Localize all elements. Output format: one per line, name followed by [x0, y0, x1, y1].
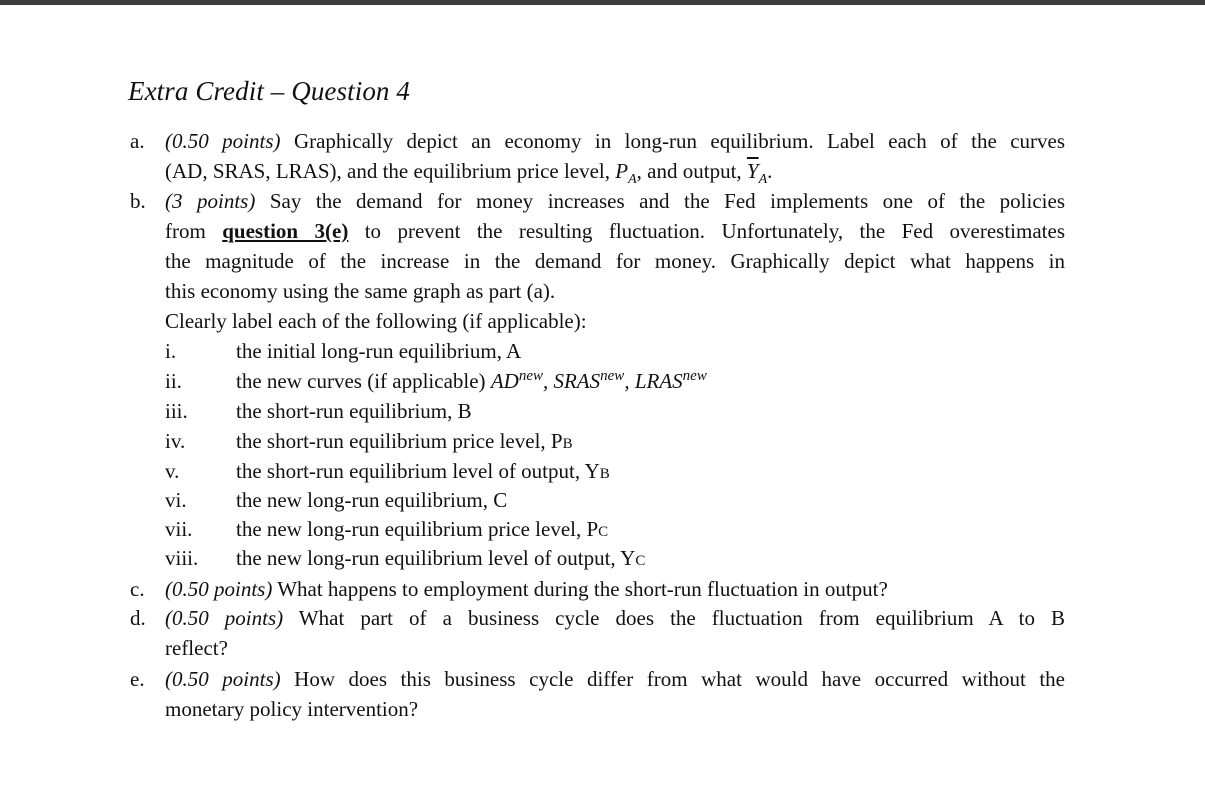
curve-superscript: new [518, 368, 543, 384]
curve-name: AD [490, 369, 519, 393]
part-b-line-1 [165, 189, 1065, 214]
item-text-lead: the new long-run equilibrium level of output, Y [236, 546, 636, 570]
part-b-line-3: the magnitude of the increase in the demand for money. Graphically depict what happens in [165, 249, 1065, 273]
part-b-points: (3 points) [165, 189, 256, 213]
part-d-points: (0.50 points) [165, 606, 284, 630]
part-c-text: What happens to employment during the short-run fluctuation in output? [272, 577, 888, 601]
item-text [236, 546, 645, 571]
part-b-text-2: from [165, 219, 223, 243]
item-num: vii. [165, 517, 193, 541]
part-a-line-1 [165, 129, 1065, 154]
item-num: iii. [165, 399, 188, 423]
price-level-symbol: P [615, 159, 629, 183]
part-a-line-2 [165, 159, 772, 188]
item-num: i. [165, 339, 177, 363]
item-text-lead: the new curves (if applicable) [236, 369, 491, 393]
item-num: v. [165, 459, 180, 483]
item-text [236, 517, 608, 542]
part-a-letter: a. [130, 129, 145, 153]
item-text [236, 369, 707, 394]
item-text [236, 459, 610, 484]
item-text: the initial long-run equilibrium, A [236, 339, 522, 363]
part-c-points: (0.50 points) [165, 577, 273, 601]
part-a-text-4: . [767, 159, 773, 183]
output-subscript: A [758, 172, 768, 188]
item-num: vi. [165, 488, 187, 512]
part-b-text-1: Say the demand for money increases and the Fed implements one of the policies [255, 189, 1065, 213]
curve-superscript: new [682, 368, 707, 384]
item-small-cap: B [562, 436, 573, 452]
curve-separator: , [624, 369, 635, 393]
part-b-line-2 [165, 219, 1065, 244]
output-symbol: $\overline{Y}$ [746, 159, 759, 183]
item-text-lead: the new long-run equilibrium price level, P [236, 517, 599, 541]
part-e-text-1: How does this business cycle differ from what would have occurred without the [280, 667, 1066, 691]
curve-name: SRAS [553, 369, 601, 393]
part-b-text-3: to prevent the resulting fluctuation. Unfortunately, the Fed overestimates [348, 219, 1065, 243]
part-a-text-3: , and output, [636, 159, 747, 183]
part-a-text-1: Graphically depict an economy in long-run equilibrium. Label each of the curves [280, 129, 1065, 153]
part-e-letter: e. [130, 667, 145, 691]
item-text: the new long-run equilibrium, C [236, 488, 508, 512]
item-text [236, 429, 573, 454]
question-title: Extra Credit – Question 4 [128, 76, 410, 106]
part-d-line-1 [165, 606, 1065, 631]
item-num: iv. [165, 429, 186, 453]
item-small-cap: B [599, 466, 610, 482]
part-b-line-4: this economy using the same graph as part (a). [165, 279, 556, 303]
curve-superscript: new [600, 368, 625, 384]
part-d-line-2: reflect? [165, 636, 228, 660]
curve-name: LRAS [634, 369, 683, 393]
question-3e-link[interactable]: question 3(e) [222, 219, 349, 243]
part-a-points: (0.50 points) [165, 129, 281, 153]
item-text: the short-run equilibrium, B [236, 399, 472, 423]
part-e-line-2: monetary policy intervention? [165, 697, 419, 721]
part-b-letter: b. [130, 189, 146, 213]
part-b-line-5: Clearly label each of the following (if applicable): [165, 309, 587, 333]
item-small-cap: C [598, 524, 609, 540]
item-small-cap: C [635, 553, 646, 569]
item-num: viii. [165, 546, 199, 570]
part-c-line-1 [165, 577, 888, 602]
item-text-lead: the short-run equilibrium price level, P [236, 429, 563, 453]
part-e-points: (0.50 points) [165, 667, 281, 691]
part-a-text-2: (AD, SRAS, LRAS), and the equilibrium price level, [165, 159, 616, 183]
part-d-letter: d. [130, 606, 146, 630]
price-level-subscript: A [628, 172, 637, 188]
curve-separator: , [542, 369, 554, 393]
item-text-lead: the short-run equilibrium level of output, Y [236, 459, 600, 483]
part-e-line-1 [165, 667, 1065, 692]
part-d-text-1: What part of a business cycle does the fluctuation from equilibrium A to B [283, 606, 1066, 630]
item-num: ii. [165, 369, 182, 393]
part-c-letter: c. [130, 577, 145, 601]
